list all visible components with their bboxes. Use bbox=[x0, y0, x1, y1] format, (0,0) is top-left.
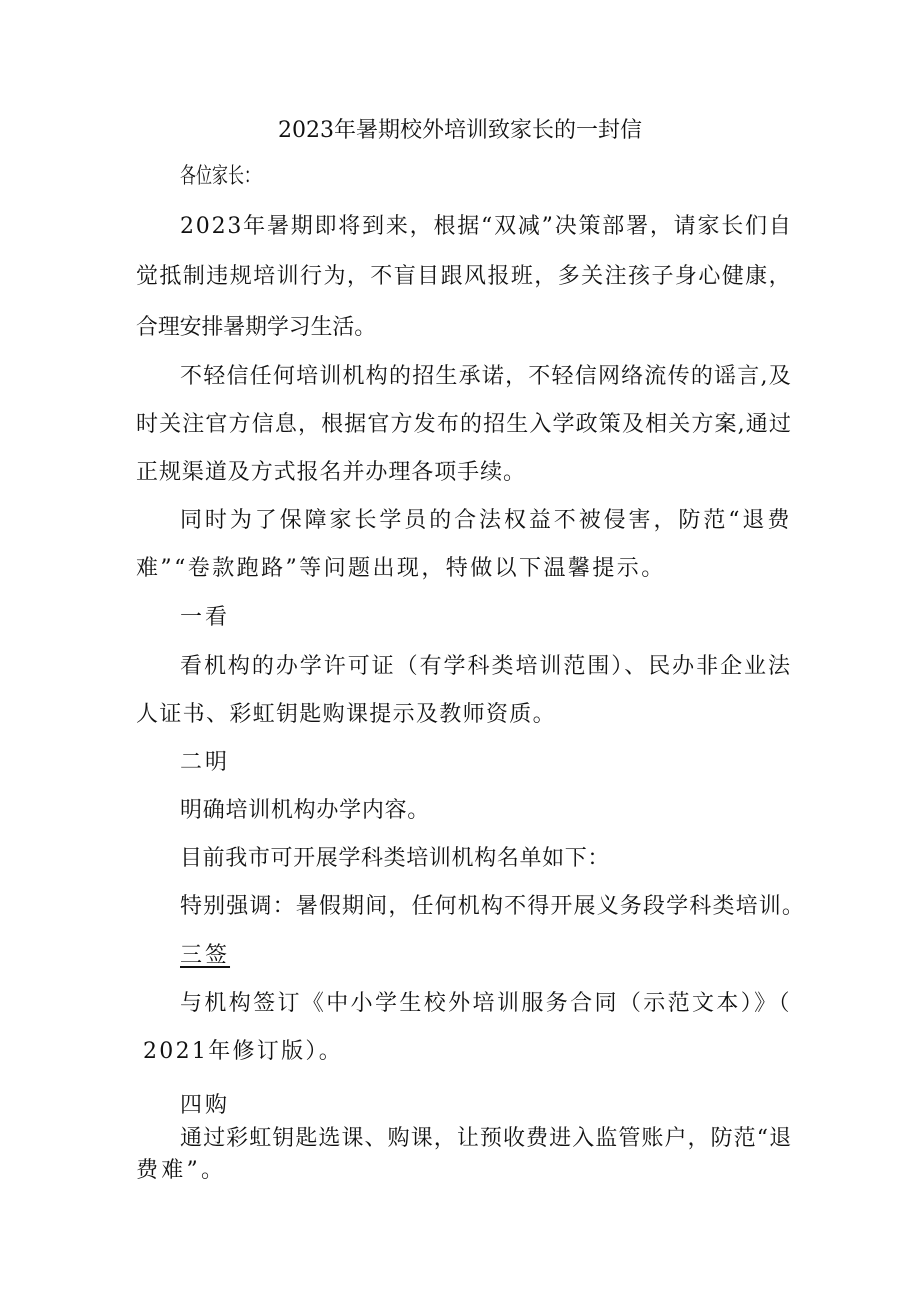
paragraph-line: 目前我市可开展学科类培训机构名单如下： bbox=[180, 846, 610, 871]
emphasis-line: 特别强调：暑假期间，任何机构不得开展义务段学科类培训。 bbox=[180, 894, 806, 919]
paragraph-line: 正规渠道及方式报名并办理各项手续。 bbox=[136, 460, 526, 485]
paragraph-line: 看机构的办学许可证（有学科类培训范围）、民办非企业法 bbox=[180, 654, 792, 679]
section-heading-buy: 四购 bbox=[180, 1093, 231, 1118]
paragraph-line: 通过彩虹钥匙选课、购课，让预收费进入监管账户，防范“退 bbox=[180, 1126, 793, 1151]
paragraph-line: 同时为了保障家长学员的合法权益不被侵害，防范“退费 bbox=[180, 508, 793, 533]
paragraph-line: 合理安排暑期学习生活。 bbox=[136, 315, 377, 340]
paragraph-line: 觉抵制违规培训行为，不盲目跟风报班，多关注孩子身心健康， bbox=[136, 264, 793, 289]
paragraph-line: 2021年修订版）。 bbox=[143, 1039, 343, 1064]
paragraph-line: 人证书、彩虹钥匙购课提示及教师资质。 bbox=[136, 702, 556, 727]
paragraph-line: 明确培训机构办学内容。 bbox=[180, 798, 431, 823]
section-heading-look: 一看 bbox=[180, 605, 231, 630]
paragraph-line: 时关注官方信息，根据官方发布的招生入学政策及相关方案,通过 bbox=[136, 412, 793, 437]
document-title: 2023年暑期校外培训致家长的一封信 bbox=[278, 118, 642, 143]
paragraph-line: 与机构签订《中小学生校外培训服务合同（示范文本）》（ bbox=[180, 991, 792, 1016]
paragraph-line: 不轻信任何培训机构的招生承诺，不轻信网络流传的谣言,及 bbox=[180, 364, 792, 389]
salutation: 各位家长： bbox=[180, 164, 260, 189]
section-heading-clarify: 二明 bbox=[180, 750, 231, 775]
section-heading-sign: 三签 bbox=[180, 943, 231, 968]
paragraph-line: 难”“卷款跑路”等问题出现，特做以下温馨提示。 bbox=[136, 556, 666, 581]
paragraph-line: 2023年暑期即将到来，根据“双减”决策部署，请家长们自 bbox=[180, 214, 793, 239]
paragraph-line: 费难”。 bbox=[136, 1158, 227, 1183]
